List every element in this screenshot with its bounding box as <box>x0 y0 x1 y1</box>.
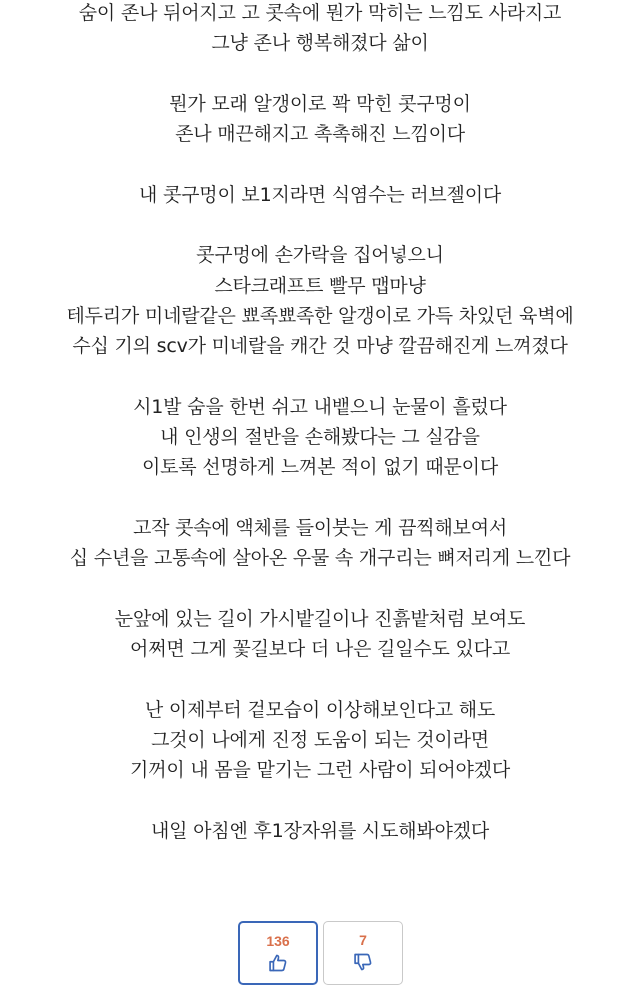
post-line: 스타크래프트 빨무 맵마냥 <box>214 274 426 297</box>
paragraph-gap <box>0 786 640 816</box>
post-line: 십 수년을 고통속에 살아온 우물 속 개구리는 뼈저리게 느낀다 <box>69 547 571 570</box>
thumbs-down-icon <box>353 952 373 972</box>
post-line: 내 인생의 절반을 손해봤다는 그 실감을 <box>160 426 480 449</box>
downvote-button[interactable] <box>323 921 403 985</box>
post-line: 숨이 존나 뒤어지고 고 콧속에 뭔가 막히는 느낌도 사라지고 <box>78 2 562 24</box>
post-line: 시1발 숨을 한번 쉬고 내뱉으니 눈물이 흘렀다 <box>133 395 507 418</box>
post-line: 테두리가 미네랄같은 뾰족뾰족한 알갱이로 가득 차있던 육벽에 <box>66 304 574 327</box>
paragraph-gap <box>0 362 640 392</box>
post-line: 콧구멍에 손가락을 집어넣으니 <box>196 244 444 267</box>
downvote-count: 7 <box>359 932 367 948</box>
paragraph-gap <box>0 574 640 604</box>
paragraph-gap <box>0 665 640 695</box>
post-line: 존나 매끈해지고 촉촉해진 느낌이다 <box>175 123 465 146</box>
post-line: 그것이 나에게 진정 도움이 되는 것이라면 <box>151 729 489 752</box>
post-line: 내 콧구멍이 보1지라면 식염수는 러브젤이다 <box>138 183 502 206</box>
post-line: 이토록 선명하게 느껴본 적이 없기 때문이다 <box>142 456 498 479</box>
paragraph-gap <box>0 149 640 179</box>
post-line: 눈앞에 있는 길이 가시밭길이나 진흙밭처럼 보여도 <box>114 607 526 630</box>
post-line: 내일 아침엔 후1장자위를 시도해봐야겠다 <box>150 820 490 843</box>
post-line: 난 이제부터 겉모습이 이상해보인다고 해도 <box>144 698 496 721</box>
post-line: 고작 콧속에 액체를 들이붓는 게 끔찍해보여서 <box>132 517 508 540</box>
paragraph-gap <box>0 59 640 89</box>
vote-area <box>0 921 640 987</box>
upvote-button[interactable] <box>238 921 318 985</box>
paragraph-gap <box>0 483 640 513</box>
upvote-count: 136 <box>266 933 290 949</box>
thumbs-up-icon <box>268 953 288 973</box>
post-line: 수십 기의 scv가 미네랄을 캐간 것 마냥 깔끔해진게 느껴졌다 <box>72 335 568 358</box>
paragraph-gap <box>0 210 640 240</box>
post-line: 뭔가 모래 알갱이로 꽉 막힌 콧구멍이 <box>169 92 471 115</box>
post-line: 기꺼이 내 몸을 맡기는 그런 사람이 되어야겠다 <box>130 759 510 782</box>
post-line: 그냥 존나 행복해졌다 삶이 <box>211 32 429 55</box>
post-line: 어쩌면 그게 꽃길보다 더 나은 길일수도 있다고 <box>130 638 510 661</box>
